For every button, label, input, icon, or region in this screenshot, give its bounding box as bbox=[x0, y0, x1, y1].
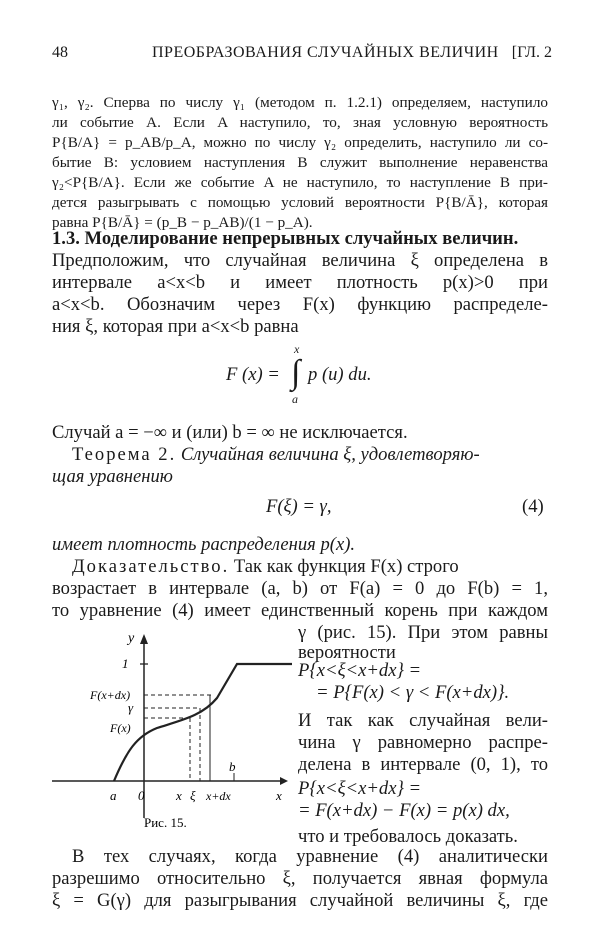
theorem-text: Случайная величина ξ, удовлетворяю- bbox=[180, 444, 480, 465]
text-line: дется разыгрывать с помощью условий вероятности P{B/Ā}, которая bbox=[52, 194, 548, 211]
section-heading: 1.3. Моделирование непрерывных случайных величин. bbox=[52, 228, 519, 249]
theorem-line bbox=[72, 444, 480, 466]
text-line: ния ξ, которая при a<x<b равна bbox=[52, 316, 299, 337]
formula-lhs: F (x) = bbox=[226, 364, 280, 385]
x-label-a: a bbox=[110, 788, 117, 803]
text-line: И так как случайная вели- bbox=[298, 710, 548, 731]
integral-sign: ∫ bbox=[291, 354, 301, 391]
theorem-label: Теорема 2. bbox=[72, 444, 177, 465]
integrand: p (u) du. bbox=[308, 364, 372, 385]
text-line: делена в интервале (0, 1), то bbox=[298, 754, 548, 775]
y-label-one: 1 bbox=[122, 656, 129, 671]
x-axis-label: x bbox=[276, 788, 282, 803]
proof-conclusion: что и требовалось доказать. bbox=[298, 826, 518, 847]
text-line: бытие B: условием наступления B служит выполнение неравенства bbox=[52, 154, 548, 171]
integral-lower-limit: a bbox=[292, 392, 298, 406]
integral-upper-limit: x bbox=[294, 342, 300, 356]
proof-line bbox=[72, 556, 548, 578]
text-line: a<x<b. Обозначим через F(x) функцию распределе- bbox=[52, 294, 548, 315]
x-label-zero: 0 bbox=[138, 788, 145, 803]
probability-line: = P{F(x) < γ < F(x+dx)}. bbox=[316, 682, 510, 703]
text-line: Предположим, что случайная величина ξ определена в bbox=[52, 250, 548, 271]
text-line: возрастает в интервале (a, b) от F(a) = 0 до F(b) = 1, bbox=[52, 578, 548, 599]
page-header bbox=[52, 44, 552, 66]
text-line: то уравнение (4) имеет единственный корень при каждом bbox=[52, 600, 548, 621]
y-axis-arrow bbox=[140, 634, 148, 644]
equation-number: (4) bbox=[522, 496, 544, 517]
y-label-Fxdx: F(x+dx) bbox=[90, 688, 131, 702]
text-line: ли событие A. Если A наступило, то, зная условную вероятность bbox=[52, 114, 548, 131]
text-line: γ (рис. 15). При этом равны bbox=[298, 622, 548, 643]
x-axis-arrow bbox=[280, 777, 288, 785]
proof-label: Доказательство. bbox=[72, 556, 230, 577]
text-line: P{B/A} = p_AB/p_A, можно по числу γ₂ определить, наступило ли со- bbox=[52, 134, 548, 151]
probability-line: P{x<ξ<x+dx} = bbox=[298, 660, 422, 681]
x-label-xdx: x+dx bbox=[206, 789, 231, 803]
chapter-label: [ГЛ. 2 bbox=[511, 44, 552, 61]
y-axis-label: y bbox=[128, 631, 135, 646]
case-line: Случай a = −∞ и (или) b = ∞ не исключается. bbox=[52, 422, 408, 443]
distribution-curve bbox=[114, 664, 292, 781]
formula-equation: F(ξ) = γ, bbox=[266, 496, 332, 517]
text-line: γ₁, γ₂. Сперва по числу γ₁ (методом п. 1.2.1) определяем, наступило bbox=[52, 94, 548, 111]
figure-caption: Рис. 15. bbox=[144, 815, 187, 828]
text-line: γ₂<P{B/A}. Если же событие A не наступило, то наступление B при- bbox=[52, 174, 548, 191]
page-number: 48 bbox=[52, 44, 68, 61]
y-label-Fx: F(x) bbox=[110, 721, 131, 735]
text-line: ξ = G(γ) для разыгрывания случайной величины ξ, где bbox=[52, 890, 548, 911]
figure-15 bbox=[52, 628, 292, 828]
x-label-x: x bbox=[176, 788, 182, 803]
y-label-gamma: γ bbox=[128, 700, 134, 715]
x-label-xi: ξ bbox=[190, 788, 196, 803]
running-title: ПРЕОБРАЗОВАНИЯ СЛУЧАЙНЫХ ВЕЛИЧИН bbox=[152, 44, 499, 61]
text-line: чина γ равномерно распре- bbox=[298, 732, 548, 753]
text-line: В тех случаях, когда уравнение (4) аналитически bbox=[72, 846, 548, 867]
text-line: равна P{B/Ā} = (p_B − p_AB)/(1 − p_A). bbox=[52, 214, 313, 231]
text-line: интервале a<x<b и имеет плотность p(x)>0 при bbox=[52, 272, 548, 293]
text-line: разрешимо относительно ξ, получается явная формула bbox=[52, 868, 548, 889]
text-line: вероятности bbox=[298, 642, 396, 663]
probability-line: P{x<ξ<x+dx} = bbox=[298, 778, 422, 799]
proof-text: Так как функция F(x) строго bbox=[233, 556, 459, 577]
theorem-end: имеет плотность распределения p(x). bbox=[52, 534, 356, 555]
probability-line: = F(x+dx) − F(x) = p(x) dx, bbox=[298, 800, 510, 821]
theorem-text-cont: щая уравнению bbox=[52, 466, 173, 487]
x-label-b: b bbox=[229, 759, 236, 774]
